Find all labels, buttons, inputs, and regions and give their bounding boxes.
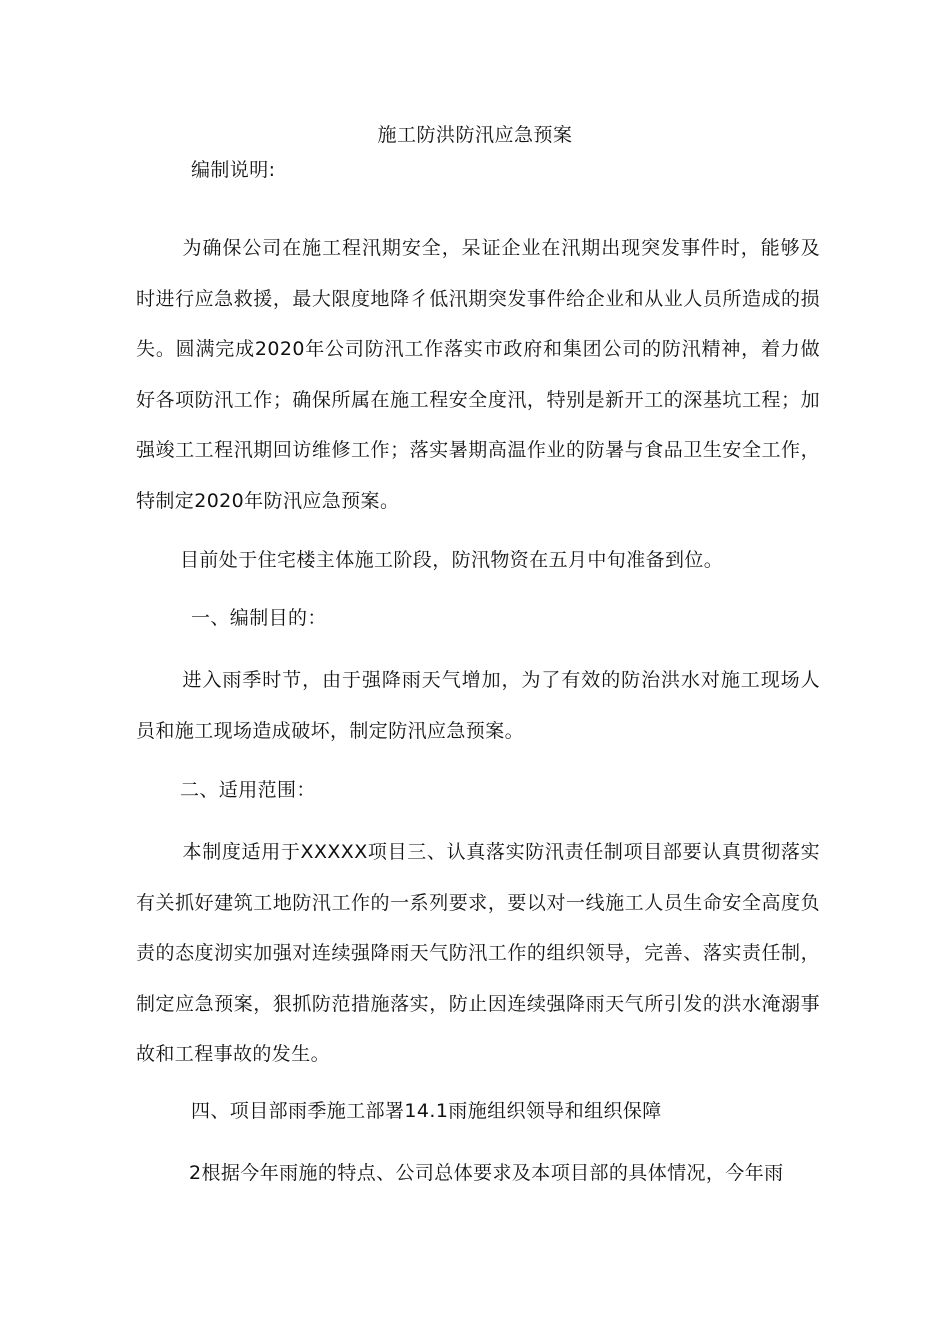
section-4-heading: 四、项目部雨季施工部署14.1雨施组织领导和组织保障 [191,1100,662,1122]
document-title: 施工防洪防汛应急预案 [377,124,573,146]
section-4-text: 2根据今年雨施的特点、公司总体要求及本项目部的具体情况，今年雨 [189,1162,784,1184]
section-2-heading: 二、适用范围： [180,779,316,801]
section-1-text: 进入雨季时节，由于强降雨天气增加，为了有效的防治洪水对施工现场人员和施工现场造成破坏，制定防汛应急预案。 [136,669,820,742]
section-1-heading: 一、编制目的： [191,607,327,629]
section-2-text: 本制度适用于XXXXX项目三、认真落实防汛责任制项目部要认真贯彻落实有关抓好建筑工地防汛工作的一系列要求，要以对一线施工人员生命安全高度负责的态度沏实加强对连续强降雨天气防汛工作的组织领导，完善、落实责任制，制定应急预案，狠抓防范措施落实，防止因连续强降雨天气所引发的洪水淹溺事故和工程事故的发生。 [136,841,820,1066]
intro-paragraph: 为确保公司在施工程汛期安全，呆证企业在汛期出现突发事件时，能够及时进行应急救援，最大限度地降彳低汛期突发事件给企业和从业人员所造成的损失。圆满完成2020年公司防汛工作落实市政府和集团公司的防汛精神，着力做好各项防汛工作；确保所属在施工程安全度汛，特别是新开工的深基坑工程；加强竣工工程汛期回访维修工作；落实暑期高温作业的防暑与食品卫生安全工作，特制定2020年防汛应急预案。 [136,237,820,512]
current-stage-paragraph: 目前处于住宅楼主体施工阶段，防汛物资在五月中旬准备到位。 [180,549,724,571]
compile-note-label: 编制说明: [191,159,276,181]
